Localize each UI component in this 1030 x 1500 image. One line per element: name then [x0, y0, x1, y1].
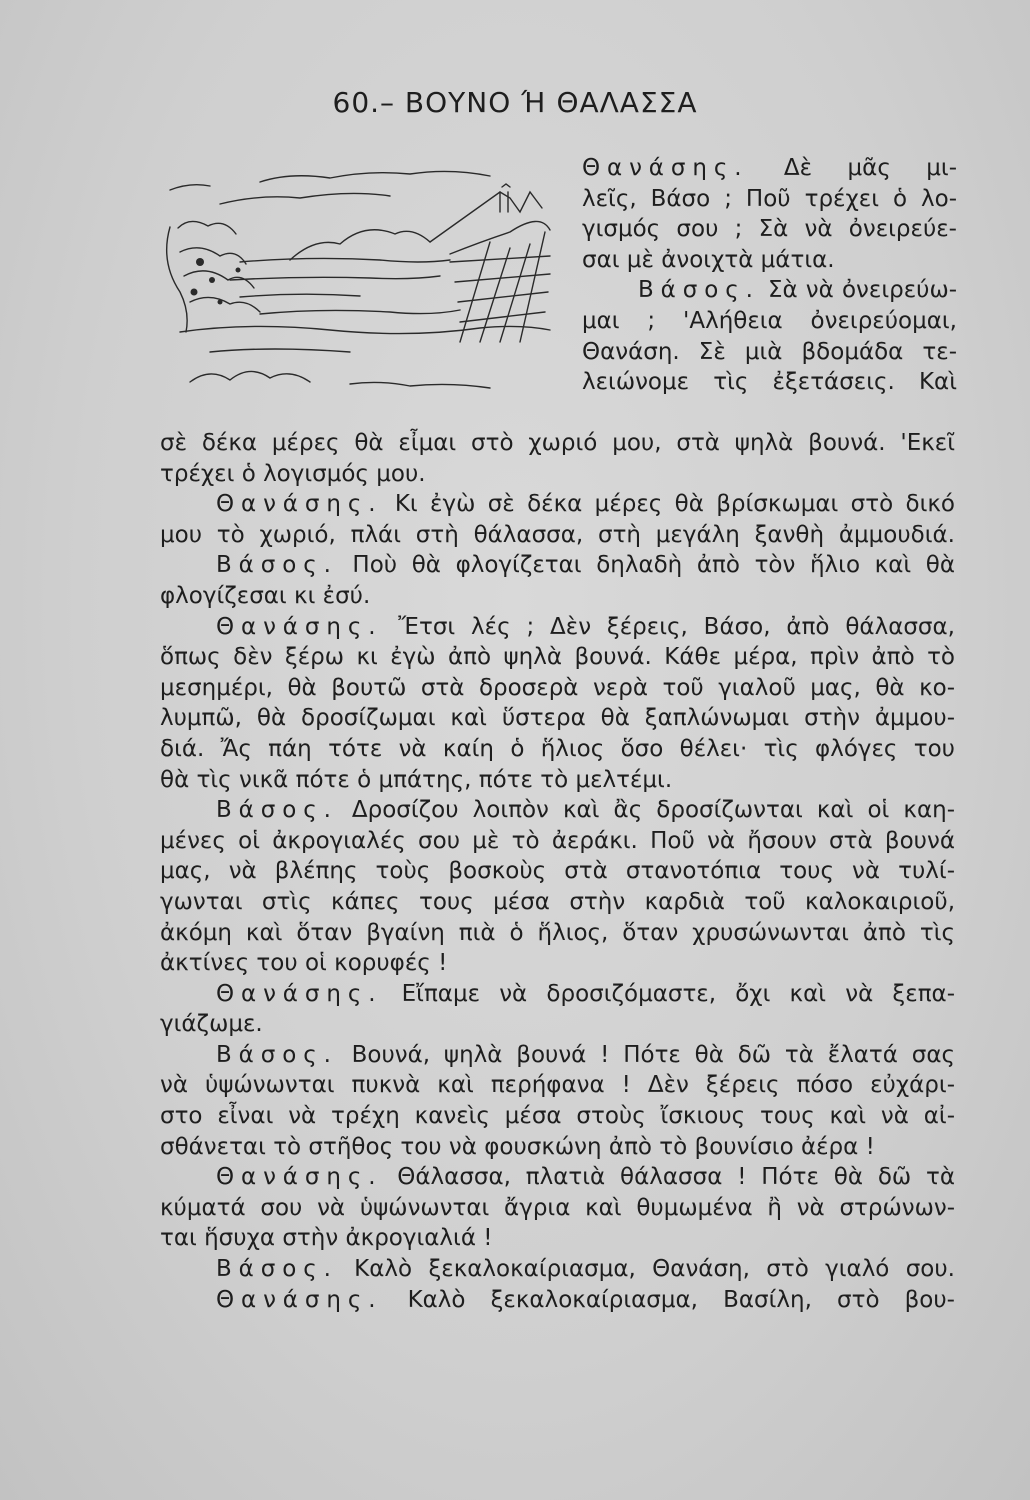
text-line [160, 795, 955, 826]
text-line: ται ἥσυχα στὴν ἀκρογιαλιά ! [160, 1225, 493, 1252]
speaker-name: Θανάσης. [216, 1286, 383, 1313]
text-line: Θανάση. Σὲ μιὰ βδομάδα τε- [582, 338, 957, 365]
text-line: γωνται στὶς κάπες τους μέσα στὴν καρδιὰ τοῦ καλοκαιριοῦ, [160, 888, 955, 915]
text-line: φλογίζεσαι κι ἐσύ. [160, 582, 371, 609]
line-text: Βουνά, ψηλὰ βουνά ! Πότε θὰ δῶ τὰ ἔλατά σας [337, 1041, 955, 1068]
text-line [582, 153, 957, 184]
text-line: μεσημέρι, θὰ βουτῶ στὰ δροσερὰ νερὰ τοῦ γιαλοῦ μας, θὰ κο- [160, 674, 955, 701]
line-text: Ἔτσι λές ; Δὲν ξέρεις, Βάσο, ἀπὸ θάλασσα, [382, 613, 955, 640]
text-line [160, 489, 955, 520]
text-line: κύματά σου νὰ ὑψώνωνται ἄγρια καὶ θυμωμένα ἢ νὰ στρώνων- [160, 1194, 955, 1221]
text-line: σθάνεται τὸ στῆθος του νὰ φουσκώνη ἀπὸ τὸ βουνίσιο ἀέρα ! [160, 1133, 875, 1160]
text-line: θὰ τὶς νικᾶ πότε ὁ μπάτης, πότε τὸ μελτέμι. [160, 766, 673, 793]
text-line [160, 1285, 955, 1316]
speaker-name: Βάσος. [638, 277, 760, 304]
text-line: λυμπῶ, θὰ δροσίζωμαι καὶ ὕστερα θὰ ξαπλώνωμαι στὴν ἀμμου- [160, 705, 955, 732]
text-line: μαι ; 'Αλήθεια ὀνειρεύομαι, [582, 307, 957, 334]
speaker-name: Βάσος. [216, 1256, 338, 1283]
speaker-name: Βάσος. [216, 797, 338, 824]
text-line: στο εἶναι νὰ τρέχη κανεὶς μέσα στοὺς ἴσκιους τους καὶ νὰ αἰ- [160, 1103, 955, 1130]
text-line: μένες οἱ ἀκρογιαλές σου μὲ τὸ ἀεράκι. Ποῦ νὰ ἤσουν στὰ βουνά [160, 827, 955, 854]
speaker-name: Βάσος. [216, 1041, 338, 1068]
line-text: Εἴπαμε νὰ δροσιζόμαστε, ὄχι καὶ νὰ ξεπα- [382, 980, 955, 1007]
text-line [582, 275, 957, 306]
text-line: νὰ ὑψώνωνται πυκνὰ καὶ περήφανα ! Δὲν ξέρεις πόσο εὐχάρι- [160, 1072, 955, 1099]
mountain-sea-landscape-icon [150, 152, 570, 402]
landscape-illustration [150, 152, 570, 402]
speaker-name: Θανάσης. [216, 1164, 383, 1191]
text-line: ἀκτίνες του οἱ κορυφές ! [160, 950, 448, 977]
line-text: Κι ἐγὼ σὲ δέκα μέρες θὰ βρίσκωμαι στὸ δικό [382, 491, 955, 518]
text-line: γισμός σου ; Σὰ νὰ ὀνειρεύε- [582, 216, 957, 243]
text-line: μας, νὰ βλέπης τοὺς βοσκοὺς στὰ στανοτόπια τους νὰ τυλί- [160, 858, 955, 885]
text-line: σὲ δέκα μέρες θὰ εἶμαι στὸ χωριό μου, στὰ ψηλὰ βουνά. 'Εκεῖ [160, 430, 955, 456]
text-line [160, 1040, 955, 1071]
page-title: 60.– ΒΟΥΝΟ Ή ΘΑΛΑΣΣΑ [332, 86, 698, 119]
line-text: Σὰ νὰ ὀνειρεύω- [759, 277, 957, 304]
text-line: ὅπως δὲν ξέρω κι ἐγὼ ἀπὸ ψηλὰ βουνά. Κάθε μέρα, πρὶν ἀπὸ τὸ [160, 644, 955, 671]
dialogue-main-text [160, 428, 955, 1315]
dialogue-right-column [582, 153, 957, 398]
line-text: Καλὸ ξεκαλοκαίριασμα, Θανάση, στὸ γιαλό σου. [337, 1256, 955, 1283]
text-line: διά. Ἄς πάη τότε νὰ καίη ὁ ἥλιος ὅσο θέλει· τὶς φλόγες του [160, 735, 955, 762]
line-text: Ποὺ θὰ φλογίζεται δηλαδὴ ἀπὸ τὸν ἥλιο καὶ θὰ [337, 552, 955, 579]
speaker-name: Βάσος. [216, 552, 338, 579]
text-line: τρέχει ὁ λογισμός μου. [160, 460, 426, 487]
text-line: γιάζωμε. [160, 1011, 263, 1038]
text-line [160, 550, 955, 581]
line-text: Θάλασσα, πλατιὰ θάλασσα ! Πότε θὰ δῶ τὰ [382, 1164, 955, 1191]
text-line [160, 1162, 955, 1193]
speaker-name: Θανάσης. [582, 155, 749, 181]
text-line [160, 1254, 955, 1285]
speaker-name: Θανάσης. [216, 980, 383, 1007]
text-line: σαι μὲ ἀνοιχτὰ μάτια. [582, 246, 835, 273]
speaker-name: Θανάσης. [216, 491, 383, 518]
text-line [160, 612, 955, 643]
text-line: λειώνομε τὶς ἐξετάσεις. Καὶ [582, 369, 957, 396]
line-text: Καλὸ ξεκαλοκαίριασμα, Βασίλη, στὸ βου- [382, 1286, 955, 1313]
text-line: μου τὸ χωριό, πλάι στὴ θάλασσα, στὴ μεγάλη ξανθὴ ἀμμουδιά. [160, 521, 955, 548]
text-line: ἀκόμη καὶ ὅταν βγαίνη πιὰ ὁ ἥλιος, ὅταν χρυσώνωνται ἀπὸ τὶς [160, 919, 955, 946]
line-text: Δροσίζου λοιπὸν καὶ ἂς δροσίζωνται καὶ οἱ καη- [337, 797, 955, 824]
text-line [160, 979, 955, 1010]
line-text: Δὲ μᾶς μι- [748, 155, 957, 181]
text-line: λεῖς, Βάσο ; Ποῦ τρέχει ὁ λο- [582, 185, 957, 212]
speaker-name: Θανάσης. [216, 613, 383, 640]
